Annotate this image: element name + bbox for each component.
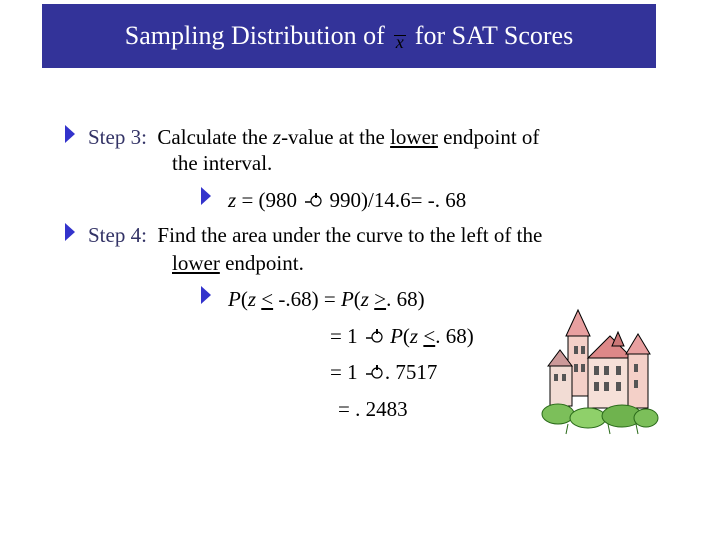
step3-formula	[228, 188, 466, 213]
step3-label: Step 3:	[88, 125, 147, 149]
step3-text-a: Calculate the	[157, 125, 273, 149]
step4-label: Step 4:	[88, 223, 147, 247]
step4-lower: lower	[172, 251, 220, 275]
x-bar-symbol: x	[385, 32, 415, 53]
minus-symbol-icon	[304, 191, 322, 209]
formula-z: z	[228, 188, 237, 212]
calc3-end: . 7517	[384, 360, 438, 384]
step3-line1	[88, 125, 539, 150]
sub-bullet-arrow-icon	[200, 285, 212, 305]
calc1-z2: z	[360, 287, 369, 311]
minus-symbol-icon	[365, 327, 383, 345]
calc1-mid: -.68) =	[273, 287, 341, 311]
step3-z: z	[272, 125, 282, 149]
step3-line2: the interval.	[172, 151, 273, 175]
calc2-paren: (	[402, 324, 410, 348]
calc1-op2: >	[374, 287, 387, 311]
calc1-p1: P	[228, 287, 241, 311]
calc2-lead: = 1	[330, 324, 363, 348]
step4-text-a: Find the area under the curve to the left of the	[157, 223, 543, 247]
calc1-op1: <	[261, 287, 274, 311]
castle-clipart	[538, 306, 660, 436]
title-suffix: for SAT Scores	[414, 21, 574, 50]
calc-line3	[330, 360, 437, 385]
step4-text-b: endpoint.	[219, 251, 304, 275]
calc2-op: <	[423, 324, 436, 348]
step4-line1	[88, 223, 542, 248]
calc-line1	[228, 287, 425, 312]
bullet-arrow-icon	[64, 124, 76, 144]
calc-line4: = . 2483	[338, 397, 408, 421]
calc1-z1: z	[247, 287, 257, 311]
step3-text-b: -value at the	[281, 125, 391, 149]
step4-line2	[172, 251, 304, 276]
sub-bullet-arrow-icon	[200, 186, 212, 206]
calc2-p: P	[390, 324, 403, 348]
calc1-paren2: (	[353, 287, 361, 311]
formula-right: 990)/14.6= -. 68	[324, 188, 467, 212]
step3-text-c: endpoint of	[437, 125, 540, 149]
bullet-arrow-icon	[64, 222, 76, 242]
step3-lower: lower	[390, 125, 438, 149]
calc2-end: . 68)	[435, 324, 474, 348]
calc3-lead: = 1	[330, 360, 363, 384]
formula-left: = (980	[236, 188, 303, 212]
calc2-z: z	[409, 324, 419, 348]
calc1-paren1: (	[240, 287, 248, 311]
title-prefix: Sampling Distribution of	[124, 21, 385, 50]
slide-title	[42, 4, 656, 68]
calc1-p2: P	[340, 287, 354, 311]
calc-line2	[330, 324, 474, 349]
minus-symbol-icon	[365, 363, 383, 381]
calc1-end: . 68)	[386, 287, 425, 311]
